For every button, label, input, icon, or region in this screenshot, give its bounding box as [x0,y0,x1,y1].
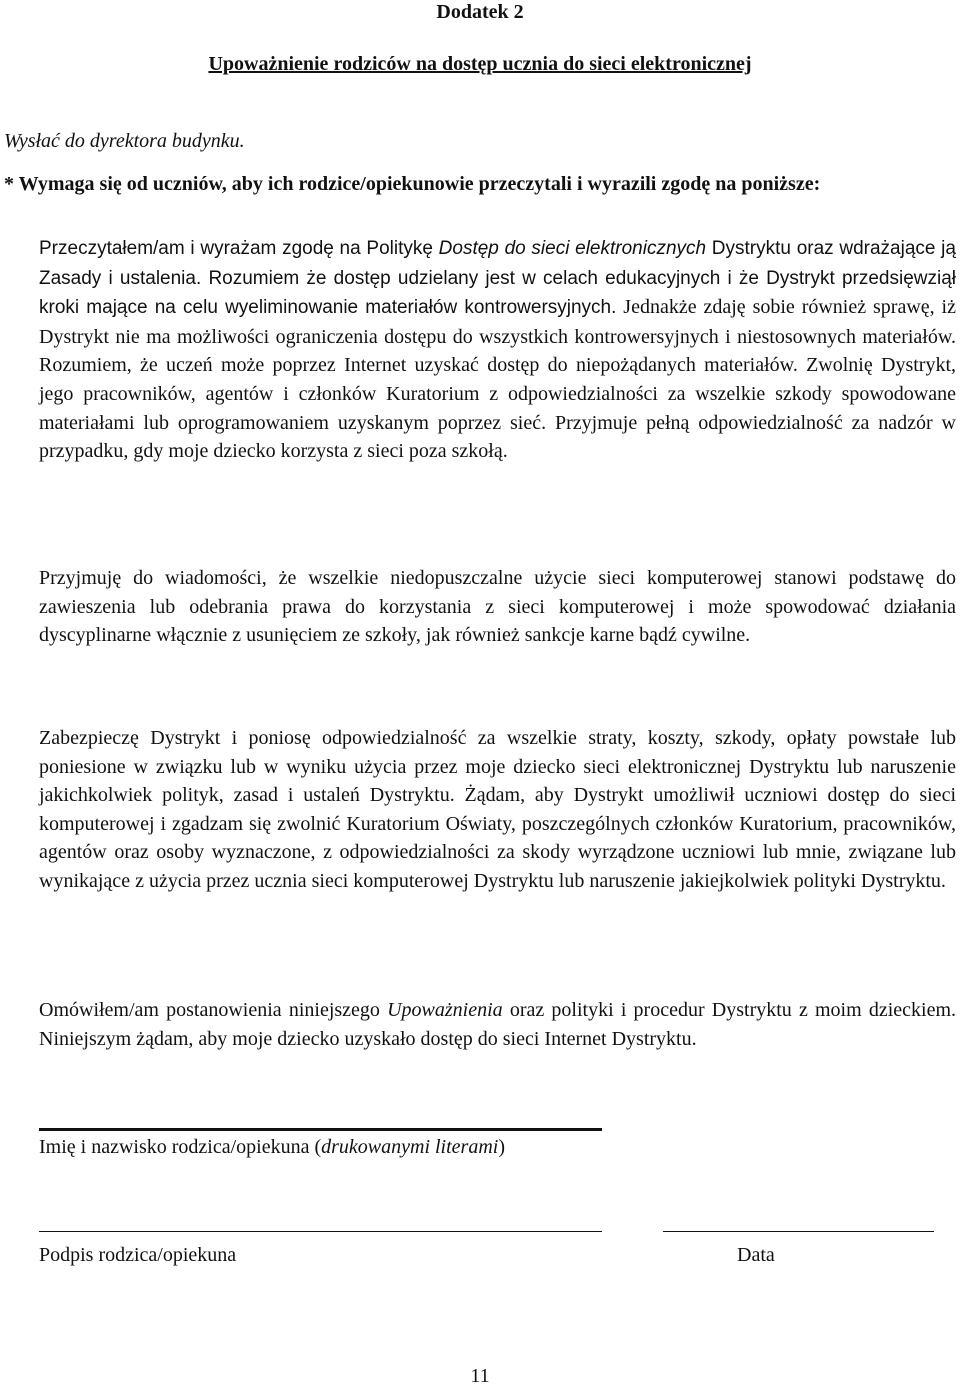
paragraph-text: Jednakże zdaję sobie również sprawę, iż Dystrykt nie ma możliwości ograniczenia dostępu do wszystkich kontrowersyjnych i niestosownych materiałów. Rozumiem, że uczeń może poprzez Internet uzyskać dostęp do niepożądanych materiałów. Zwolnię Dystrykt, jego pracowników, agentów i członków Kuratorium z odpowiedzialności za wszelkie szkody spowodowane materiałami lub oprogramowaniem uzyskanym poprzez sieć. [39,296,956,434]
name-label-italic: drukowanymi literami [321,1136,499,1158]
send-note: Wysłać do dyrektora budynku. [4,130,245,152]
acknowledgement-paragraph: Przyjmuję do wiadomości, że wszelkie niedopuszczalne użycie sieci komputerowej stanowi podstawę do zawieszenia lub odebrania prawa do korzystania z sieci komputerowej i może spowodować działania dyscyplinarne włącznie z usunięciem ze szkoły, jak również sankcje karne bądź cywilne. [39,567,956,647]
annex-label: Dodatek 2 [436,1,524,23]
paragraph-text: Omówiłem/am postanowienia niniejszego [39,999,388,1021]
name-signature-line[interactable] [39,1128,602,1131]
name-label-text: Imię i nazwisko rodzica/opiekuna ( [39,1136,322,1158]
document-name: Upoważnienia [387,999,503,1021]
date-line[interactable] [663,1231,934,1232]
name-label-end: ) [498,1136,506,1158]
parent-signature-line[interactable] [39,1231,602,1232]
signature-label: Podpis rodzica/opiekuna [39,1244,237,1266]
date-label: Data [737,1244,775,1266]
consent-paragraph [39,234,956,466]
paragraph-text: oraz polityki i procedur Dystryktu z moim dzieckiem. Niniejszym żądam, aby moje dziecko uzyskało dostęp do sieci Internet Dystryktu. [39,999,957,1050]
document-title: Upoważnienie rodziców na dostęp ucznia do sieci elektronicznej [208,53,752,75]
page-number: 11 [470,1365,490,1387]
paragraph-text: Rozumiem że dostęp udzielany jest w celach edukacyjnych i że Dystrykt przedsięwziął kroki mające na celu wyeliminowanie materiałów kontrowersyjnych. [39,267,956,319]
name-label [39,1135,505,1159]
requirement-note: * Wymaga się od uczniów, aby ich rodzice/opiekunowie przeczytali i wyrazili zgodę na poniższe: [4,173,821,195]
discussion-paragraph [39,996,956,1053]
paragraph-text: Przyjmuje pełną odpowiedzialność za nadzór w przypadku, gdy moje dziecko korzysta z sieci poza szkołą. [39,411,956,463]
indemnity-paragraph: Zabezpieczę Dystrykt i poniosę odpowiedzialność za wszelkie straty, koszty, szkody, opłaty powstałe lub poniesione w związku lub w wyniku użycia przez moje dziecko sieci elektronicznej Dystryktu lub naruszenie jakichkolwiek polityk, zasad i ustaleń Dystryktu. Żądam, aby Dystrykt umożliwił uczniowi dostęp do sieci komputerowej i zgadzam się zwolnić Kuratorium Oświaty, poszczególnych członków Kuratorium, pracowników, agentów oraz osoby wyznaczone, z odpowiedzialności za skody wyrządzone uczniowi lub mnie, związane lub wynikające z użycia przez ucznia sieci komputerowej Dystryktu lub naruszenie jakiejkolwiek polityki Dystryktu. [39,727,956,892]
policy-name: Dostęp do sieci elektronicznych [438,238,707,259]
paragraph-text: Przeczytałem/am i wyrażam zgodę na Politykę [39,238,439,259]
paragraph-text: Dystryktu oraz wdrażające ją Zasady i ustalenia. [39,238,956,289]
